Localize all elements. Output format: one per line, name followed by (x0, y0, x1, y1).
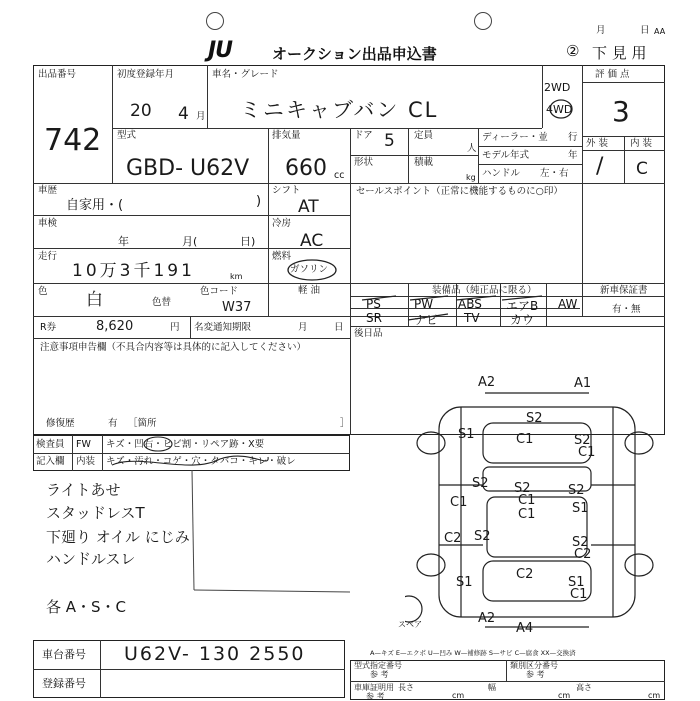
cert-length: 長さ (398, 683, 414, 692)
fw-items: キズ・凹右・ヒビ割・リペア跡・X要 (106, 439, 265, 450)
shift-value[interactable]: AT (298, 197, 319, 217)
capacity-label: 定員 (414, 130, 434, 141)
capacity-unit: 人 (467, 143, 477, 154)
remark-5[interactable]: 各 A・S・C (46, 598, 127, 616)
damage-mark-s1-right-mid: S1 (572, 501, 589, 516)
remark-4[interactable]: ハンドルスレ (46, 550, 136, 568)
repair-place: ［箇所 (128, 418, 157, 429)
equip-cow[interactable]: カウ (510, 313, 535, 327)
repair-option: 有 (108, 418, 118, 429)
history-close: ) (256, 194, 262, 209)
date-code: AA (654, 27, 666, 36)
damage-mark-s2-right: S2 (574, 433, 591, 448)
chassis-value[interactable]: U62V- 130 2550 (124, 643, 306, 665)
cert-width: 幅 (488, 683, 496, 692)
color-value[interactable]: 白 (86, 290, 103, 310)
damage-mark-s2-left-low: S2 (474, 529, 491, 544)
equip-tv[interactable]: TV (464, 311, 480, 325)
handle-label: ハンドル (482, 168, 521, 179)
equip-navi[interactable]: ナビ (414, 313, 439, 327)
model-year-label: モデル年式 (482, 150, 530, 161)
load-unit: kg (466, 173, 476, 182)
remark-2[interactable]: スタッドレスT (46, 504, 145, 522)
class-no-label: 類別区分番号 (510, 661, 558, 670)
equip-ps[interactable]: PS (366, 297, 381, 311)
cert-width-unit: cm (558, 691, 571, 700)
fuel-diesel: 軽 油 (298, 285, 321, 296)
damage-mark-a2-front: A2 (478, 375, 496, 390)
damage-mark-s1-rear-right: S1 (568, 575, 585, 590)
shift-label: シフト (272, 185, 301, 196)
lot-number[interactable]: 742 (44, 123, 102, 158)
repair-close: ］ (340, 418, 350, 429)
grade-label: 評 価 点 (595, 69, 630, 80)
fuel-label: 燃料 (272, 251, 292, 262)
damage-mark-c1-rear: C1 (570, 587, 588, 602)
spare-label: スペア (398, 620, 422, 629)
sales-point-label: セールスポイント（正常に機能するものに○印） (356, 186, 563, 197)
recycle-label: R券 (40, 322, 57, 333)
equipment-label: 装備品（純正品に限る） (432, 285, 537, 296)
registration-year[interactable]: 20 (130, 101, 152, 121)
model-label: 型式 (117, 130, 137, 141)
cert-height-unit: cm (648, 691, 661, 700)
warranty-value: 有・無 (612, 304, 641, 315)
damage-mark-s1-rear-left: S1 (456, 575, 473, 590)
exterior-value[interactable]: / (596, 154, 604, 179)
diagram-legend: A—キズ E—エクボ U—凹み W—補修跡 S—サビ C—腐食 XX—交換済 (370, 649, 576, 657)
punch-hole-left (206, 12, 224, 30)
model-year-unit: 年 (568, 150, 578, 161)
inspection-day: 日) (240, 235, 256, 248)
load-label: 積載 (414, 157, 434, 168)
color-code-label: 色コード (200, 286, 239, 297)
reg-no-label: 登録番号 (42, 677, 86, 690)
damage-mark-a4-rear: A4 (516, 621, 534, 636)
damage-mark-s2-mid: S2 (514, 481, 531, 496)
cert-length-unit: cm (452, 691, 465, 700)
aircon-value[interactable]: AC (300, 231, 324, 251)
history-label: 車歴 (38, 185, 58, 196)
remark-3[interactable]: 下廻り オイル にじみ (46, 528, 190, 546)
date-month-label: 月 (596, 25, 606, 36)
interior-value[interactable]: C (636, 159, 648, 179)
history-value[interactable]: 自家用・( (66, 198, 124, 213)
damage-mark-s2-top: S2 (526, 411, 543, 426)
handle-options: 左・右 (540, 168, 569, 179)
displacement-label: 排気量 (272, 130, 301, 141)
damage-mark-c1-left-mid: C1 (450, 495, 468, 510)
exterior-label: 外 装 (586, 138, 609, 149)
remark-bracket-lines (180, 470, 360, 620)
damage-mark-s1-left: S1 (458, 427, 475, 442)
fw-label: FW (76, 439, 91, 450)
color-label: 色 (38, 286, 48, 297)
car-name-value[interactable]: ミニキャブバン CL (240, 98, 439, 122)
displacement-unit: cc (334, 170, 345, 181)
mileage-value[interactable]: 10万3千191 (72, 261, 195, 281)
equip-aw[interactable]: AW (558, 297, 578, 311)
repaint-label: 色替 (152, 297, 172, 308)
drive-2wd: 2WD (544, 81, 571, 94)
entry-label: 記入欄 (36, 456, 65, 467)
later-label: 後日品 (354, 328, 383, 339)
interior-entry-label: 内装 (76, 456, 96, 467)
cert-height: 高さ (576, 683, 592, 692)
mileage-unit: km (230, 272, 243, 281)
model-value[interactable]: GBD- U62V (126, 156, 250, 181)
damage-mark-c2-right-low: C2 (574, 547, 592, 562)
registration-month[interactable]: 4 (178, 104, 189, 124)
damage-mark-c1-mid: C1 (518, 493, 536, 508)
recycle-value[interactable]: 8,620 (96, 319, 134, 334)
repair-label: 修復歴 (46, 418, 75, 429)
sheet-number: ② (566, 42, 580, 60)
equip-abs[interactable]: ABS (458, 297, 482, 311)
notes-label: 注意事項申告欄（不具合内容等は具体的に記入してください） (40, 342, 307, 353)
notice-month: 月 (298, 322, 308, 333)
color-code-value[interactable]: W37 (222, 300, 252, 315)
date-day-label: 日 (640, 25, 650, 36)
warranty-label: 新車保証書 (600, 285, 648, 296)
equip-sr[interactable]: SR (366, 311, 382, 325)
inspection-month: 月( (182, 235, 198, 248)
damage-mark-s2-right-low: S2 (572, 535, 589, 550)
class-no-sub: 参 考 (526, 670, 545, 679)
recycle-unit: 円 (170, 322, 180, 333)
drive-circle-mark (548, 98, 574, 120)
remark-1[interactable]: ライトあせ (46, 481, 121, 499)
inspector-label: 検査員 (36, 439, 65, 450)
grade-value[interactable]: 3 (612, 95, 630, 128)
dealer-label: ディーラー・並 (482, 132, 548, 143)
damage-mark-a1-front: A1 (574, 376, 592, 391)
inspection-label: 車検 (38, 218, 58, 229)
logo: JU (208, 38, 233, 63)
type-spec-label: 型式指定番号 (354, 661, 402, 670)
car-name-label: 車名・グレード (212, 69, 279, 80)
aircon-label: 冷房 (272, 218, 292, 229)
body-shape-label: 形状 (354, 157, 374, 168)
doors-label: ドア (354, 130, 373, 141)
lot-label: 出品番号 (38, 69, 77, 80)
mileage-label: 走行 (38, 251, 58, 262)
punch-hole-right (474, 12, 492, 30)
damage-mark-c1-mid-low: C1 (518, 507, 536, 522)
interior-entry-items: キズ・汚れ・コゲ・穴・タバコ・キレ・破レ (106, 456, 296, 467)
damage-mark-c2-left: C2 (444, 531, 462, 546)
notice-day: 日 (334, 322, 344, 333)
chassis-label: 車台番号 (42, 648, 86, 661)
damage-mark-s2-mid-left: S2 (472, 476, 489, 491)
dealer-unit: 行 (568, 132, 578, 143)
equipment-circle-marks (356, 290, 556, 328)
inspection-year: 年 (118, 235, 129, 248)
damage-mark-c1-top: C1 (516, 432, 534, 447)
registration-label: 初度登録年月 (117, 69, 175, 80)
type-spec-sub: 参 考 (370, 670, 389, 679)
displacement-value[interactable]: 660 (285, 156, 327, 181)
cert-sub: 参 考 (366, 692, 385, 701)
damage-mark-c2-rear: C2 (516, 567, 534, 582)
drive-4wd: 4WD (546, 103, 573, 116)
interior-label: 内 装 (630, 138, 653, 149)
fuel-gasoline: ガソリン (290, 264, 329, 275)
cert-label: 車庫証明用 (354, 683, 394, 692)
sheet-label: 下 見 用 (592, 44, 647, 62)
damage-mark-c1-right: C1 (578, 445, 596, 460)
damage-mark-a2-rear: A2 (478, 611, 496, 626)
inspector-circle-marks (100, 435, 350, 471)
damage-mark-s2-right-mid: S2 (568, 483, 585, 498)
registration-month-unit: 月 (196, 111, 206, 122)
doors-value[interactable]: 5 (384, 131, 395, 151)
fuel-circle-mark (286, 258, 338, 282)
equip-pw[interactable]: PW (414, 297, 434, 311)
notice-label: 名変通知期限 (194, 322, 252, 333)
form-title: オークション出品申込書 (272, 45, 437, 63)
equip-airbag[interactable]: エアB (506, 299, 539, 313)
